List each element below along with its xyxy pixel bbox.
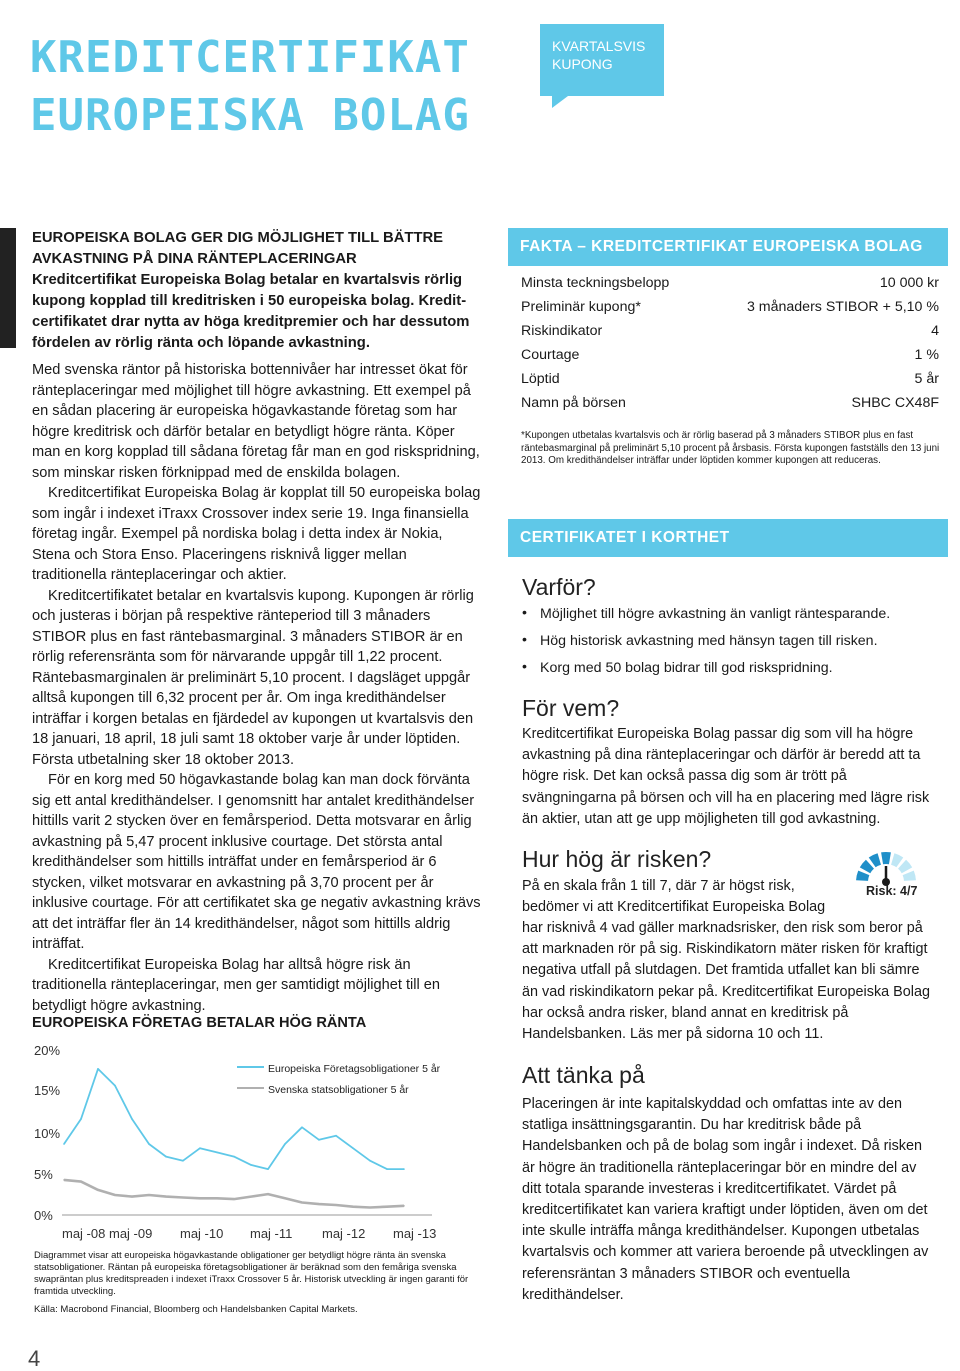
data-point (63, 1179, 65, 1181)
fact-row (521, 347, 939, 371)
data-point (250, 1164, 252, 1166)
data-point (352, 1206, 354, 1208)
data-point (233, 1156, 235, 1158)
x-tick-label: maj -09 (109, 1226, 153, 1241)
data-point (386, 1206, 388, 1208)
body-text (32, 360, 482, 1016)
x-tick-label: maj -10 (180, 1226, 224, 1241)
data-point (131, 1118, 133, 1120)
data-point (114, 1194, 116, 1196)
y-tick-label: 5% (34, 1167, 53, 1182)
fact-value: 5 år (914, 371, 939, 387)
data-point (199, 1198, 201, 1200)
chart-title: EUROPEISKA FÖRETAG BETALAR HÖG RÄNTA (32, 1015, 367, 1031)
badge-line-1: KVARTALSVIS (552, 38, 646, 54)
gauge-segment (856, 871, 869, 881)
fact-label: Courtage (521, 347, 580, 363)
fact-value: 1 % (914, 347, 939, 363)
fact-value: 10 000 kr (879, 275, 939, 291)
fact-row (521, 275, 939, 299)
data-point (335, 1204, 337, 1206)
data-point (199, 1147, 201, 1149)
data-point (148, 1143, 150, 1145)
data-point (80, 1118, 82, 1120)
who-text: Kreditcertifikat Europeiska Bolag passar dig som vill ha högre avkastning på dina ränteplaceringar och därför är beredd att ta högre risk. Det kan också passa dig som är trött på svängningarna på börsen och vill ha en placering med lägre risk än aktier, utan att ge upp möjligheten till god avkastning. (522, 726, 930, 827)
title-line-2: EUROPEISKA BOLAG (30, 90, 470, 141)
data-point (318, 1139, 320, 1141)
intro-line: certifikatet drar nytta av höga kreditpremier och har dessutom (32, 314, 470, 330)
x-tick-label: maj -13 (393, 1226, 437, 1241)
intro-line: fördelen av rörlig ränta och löpande avkastning. (32, 335, 370, 351)
body-paragraph: Kreditcertifikat Europeiska Bolag har alltså högre risk än traditionella ränteplaceringar, men ger samtidigt möjlighet till en betydligt högre avkastning. (32, 956, 441, 1014)
fact-label: Löptid (521, 371, 560, 387)
fact-value: 3 månaders STIBOR + 5,10 % (746, 299, 939, 315)
data-point (284, 1198, 286, 1200)
fact-value: 4 (931, 323, 939, 339)
body-paragraph: Kreditcertifikat Europeiska Bolag är kopplat till 50 europeiska bolag som ingår i indexet iTraxx Crossover index serie 19. Inga finansiella företag ingår. Exempel på nordiska bolag i detta index är Nokia, Stena och Stora Enso. Placeringens risknivå ligger mellan traditionella ränteplaceringar och aktier. (32, 485, 481, 583)
gauge-segment (881, 852, 891, 864)
fact-value: SHBC CX48F (851, 395, 939, 411)
data-point (386, 1168, 388, 1170)
x-tick-label: maj -11 (250, 1226, 293, 1241)
list-item: • Korg med 50 bolag bidrar till god riskspridning. (522, 660, 942, 687)
y-tick-label: 20% (34, 1043, 61, 1058)
intro-line: kupong kopplad till kreditrisken i 50 europeiska bolag. Kredit- (32, 293, 467, 309)
why-list (522, 606, 942, 687)
series-line-government (64, 1180, 404, 1208)
page-number: 4 (28, 1346, 41, 1371)
data-point (250, 1196, 252, 1198)
data-point (233, 1198, 235, 1200)
data-point (369, 1207, 371, 1209)
data-point (267, 1193, 269, 1195)
gauge-segment (903, 871, 916, 881)
body-paragraph: För en korg med 50 högavkastande bolag kan man dock förvänta sig ett antal kredithändelser. I genomsnitt har antalet kredithändelser hittills varit 2 stycken över en femårsperiod. Detta motsvarar en årlig avkastning på 5,47 procent inklusive courtage. Det största antal kredithändelser som hittills inträffat under en femårsperiod är 6 stycken, vilket motsvarar en avkastning på 3,70 procent per år inklusive courtage. För att certifikatet ska ge negativ avkastning krävs att det inträffar fler än 14 kredithändelser, något som hittills aldrig inträffat. (32, 772, 481, 952)
data-point (216, 1152, 218, 1154)
data-point (63, 1143, 65, 1145)
body-paragraph: Med svenska räntor på historiska bottennivåer har intresset ökat för ränteplaceringar med möjlighet till högre avkastning. Ett exempel på en sådan placering är europeiska högavkastande företag som har högre kreditrisk och därför betalar en betydligt högre ränta. Köper man en korg kopplad till sådana företag får man en god riskspridning, som minskar risken förknippad med de enskilda bolagen. (32, 362, 480, 481)
coupon-badge (540, 24, 664, 96)
body-paragraph: Kreditcertifikatet betalar en kvartalsvis kupong. Kupongen är rörlig och justeras i början på respektive ränteperiod till 3 månaders STIBOR plus en fast räntebasmarginal. 3 månaders STIBOR är en rörlig referensränta som för närvarande uppgår till 1,22 procent. Räntebasmarginalen är preliminärt 5,10 procent. I dagsläget uppgår alltså kupongen till 6,32 procent per år. Om inga kredithändelser inträffar i korgen betalas en fjärdedel av kupongen ut kvartalsvis den 18 januari, 18 april, 18 juli samt 18 oktober varje år under löptiden. Första utbetalning sker 18 oktober 2013. (32, 587, 474, 768)
fact-label: Riskindikator (521, 323, 603, 339)
badge-line-2: KUPONG (552, 56, 613, 72)
data-point (301, 1202, 303, 1204)
data-point (403, 1168, 405, 1170)
intro-line: Kreditcertifikat Europeiska Bolag betalar en kvartalsvis rörlig (32, 272, 463, 288)
intro-heading-1: EUROPEISKA BOLAG GER DIG MÖJLIGHET TILL BÄTTRE (32, 230, 444, 246)
fact-row (521, 323, 939, 347)
intro-block (32, 228, 472, 354)
accent-bar (0, 228, 16, 348)
fact-label: Namn på börsen (521, 395, 626, 411)
data-point (165, 1156, 167, 1158)
data-point (318, 1203, 320, 1205)
fact-row (521, 371, 939, 395)
y-tick-label: 15% (34, 1083, 61, 1098)
data-point (335, 1135, 337, 1137)
y-tick-label: 0% (34, 1208, 53, 1223)
risk-text-line-1: På en skala från 1 till 7, där 7 är högst risk, (522, 878, 795, 894)
data-point (165, 1196, 167, 1198)
summary-heading: CERTIFIKATET I KORTHET (508, 519, 948, 557)
intro-heading-2: AVKASTNING PÅ DINA RÄNTEPLACERINGAR (32, 251, 357, 267)
data-point (216, 1198, 218, 1200)
badge-tail (552, 96, 568, 108)
risk-label: Risk: 4/7 (866, 884, 918, 898)
data-point (301, 1127, 303, 1129)
data-point (182, 1160, 184, 1162)
why-heading: Varför? (522, 574, 596, 600)
chart-caption: Diagrammet visar att europeiska högavkastande obligationer ger betydligt högre ränta än svenska statsobligationer. Räntan på europeiska företagsobligationer är beräknad som den femåriga svenska swapräntan plus kreditspreaden i indexet iTraxx Crossover 5 år. Historisk utveckling är ingen garanti för framtida utveckling. (34, 1250, 469, 1297)
risk-gauge-icon (852, 848, 932, 888)
data-point (148, 1194, 150, 1196)
data-point (369, 1160, 371, 1162)
x-tick-label: maj -12 (322, 1226, 366, 1241)
legend-entry-corporate: Europeiska Företagsobligationer 5 år (268, 1063, 441, 1075)
think-text: Placeringen är inte kapitalskyddad och omfattas inte av den statliga insättningsgarantin. Du har kreditrisk både på Handelsbanken och på de bolag som ingår i indexet. Då risken är högre än traditionella ränteplaceringar bör en mindre del av ditt totala sparande investeras i kreditcertifikatet. Värdet på kreditcertifikatet kan variera kraftigt under löptiden, även om det inte skulle inträffa många kredithändelser. Kupongen utbetalas kvartalsvis och kommer att variera beroende på utvecklingen av referensräntan 3 månaders STIBOR och eventuella kredithändelser. (522, 1096, 929, 1303)
data-point (284, 1143, 286, 1145)
fact-label: Preliminär kupong* (521, 299, 641, 315)
y-tick-label: 10% (34, 1126, 61, 1141)
fact-row (521, 299, 939, 323)
data-point (97, 1189, 99, 1191)
think-heading: Att tänka på (522, 1062, 645, 1088)
fact-row (521, 395, 939, 419)
who-heading: För vem? (522, 695, 620, 721)
title-line-1: KREDITCERTIFIKAT (30, 32, 470, 83)
risk-heading: Hur hög är risken? (522, 846, 712, 872)
facts-heading: FAKTA – KREDITCERTIFIKAT EUROPEISKA BOLAG (508, 228, 948, 266)
data-point (352, 1147, 354, 1149)
legend-entry-government: Svenska statsobligationer 5 år (268, 1084, 409, 1096)
x-tick-label: maj -08 (62, 1226, 106, 1241)
list-item: • Möjlighet till högre avkastning än vanligt räntesparande. (522, 606, 942, 633)
data-point (182, 1197, 184, 1199)
chart-source: Källa: Macrobond Financial, Bloomberg och Handelsbanken Capital Markets. (34, 1304, 358, 1315)
data-point (97, 1068, 99, 1070)
facts-footnote: *Kupongen utbetalas kvartalsvis och är rörlig baserad på 3 månaders STIBOR plus en fast räntebasmarginal på preliminärt 5,10 procent på årsbasis. Första kupongen fastställs den 13 juni 2013. Om kredithändelser inträffar under löptiden kommer kupongen att reduceras. (521, 430, 940, 466)
risk-text-line-2: bedömer vi att Kreditcertifikat Europeiska Bolag (522, 899, 826, 915)
data-point (267, 1168, 269, 1170)
fact-label: Minsta teckningsbelopp (521, 275, 670, 291)
data-point (403, 1205, 405, 1207)
data-point (80, 1181, 82, 1183)
list-item: • Hög historisk avkastning med hänsyn tagen till risken. (522, 633, 942, 660)
data-point (131, 1196, 133, 1198)
risk-text: har risknivå 4 vad gäller marknadsrisker, den risk som beror på att marknaden rör på sig. Riskindikatorn mäter risken för kraftigt negativa utfall på slutdagen. Det framtida utfallet kan bli sämre än vad riskindikatorn pekar på. Kreditcertifikat Europeiska Bolag har också andra risker, bland annat en kreditrisk på Handelsbanken. Läs mer på sidorna 10 och 11. (522, 920, 930, 1043)
data-point (114, 1085, 116, 1087)
